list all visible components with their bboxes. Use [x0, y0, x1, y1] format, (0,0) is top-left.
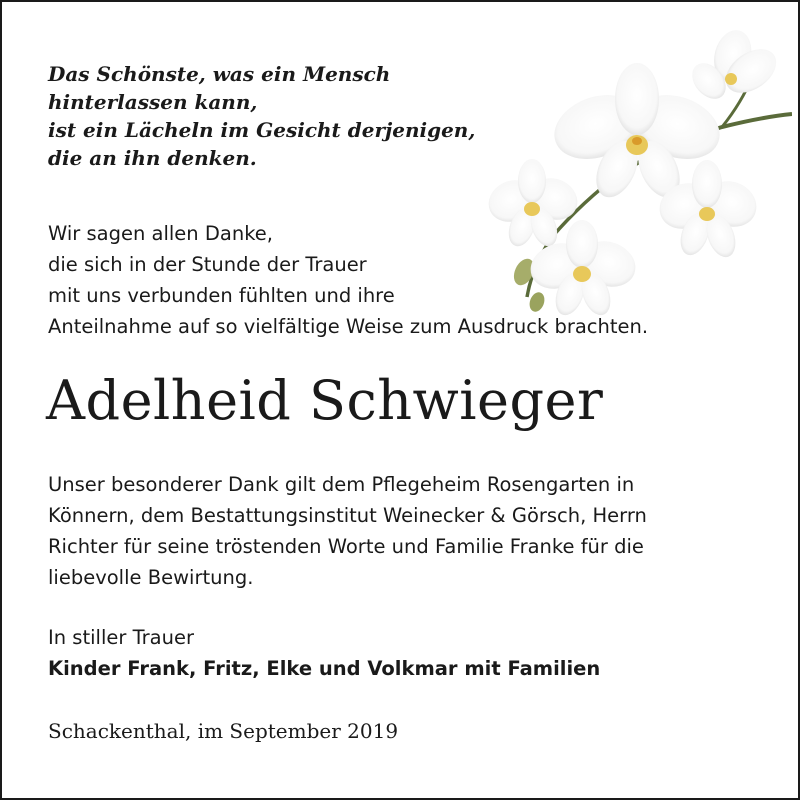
special-thanks-line: liebevolle Bewirtung.: [48, 566, 254, 589]
memorial-quote: [48, 60, 475, 172]
quote-line: Das Schönste, was ein Mensch: [48, 62, 391, 86]
mourning-signature: [48, 622, 600, 684]
deceased-name: Adelheid Schwieger: [46, 369, 604, 432]
special-thanks-line: Richter für seine tröstenden Worte und Familie Franke für die: [48, 535, 644, 558]
special-thanks-line: Könnern, dem Bestattungsinstitut Weinecker & Görsch, Herrn: [48, 504, 647, 527]
quote-line: ist ein Lächeln im Gesicht derjenigen,: [48, 118, 476, 142]
quote-line: die an ihn denken.: [48, 146, 257, 170]
thanks-line: Wir sagen allen Danke,: [48, 222, 273, 245]
special-thanks-line: Unser besonderer Dank gilt dem Pflegeheim Rosengarten in: [48, 473, 635, 496]
quote-line: hinterlassen kann,: [48, 90, 258, 114]
thanks-line: die sich in der Stunde der Trauer: [48, 253, 367, 276]
thanks-message: [48, 218, 648, 342]
mourning-intro: In stiller Trauer: [48, 626, 194, 649]
thanks-line: Anteilnahme auf so vielfältige Weise zum Ausdruck brachten.: [48, 315, 649, 338]
special-thanks: [48, 469, 647, 593]
place-and-date: Schackenthal, im September 2019: [48, 719, 399, 743]
thanks-line: mit uns verbunden fühlten und ihre: [48, 284, 395, 307]
mourning-family: Kinder Frank, Fritz, Elke und Volkmar mit Familien: [48, 657, 601, 680]
